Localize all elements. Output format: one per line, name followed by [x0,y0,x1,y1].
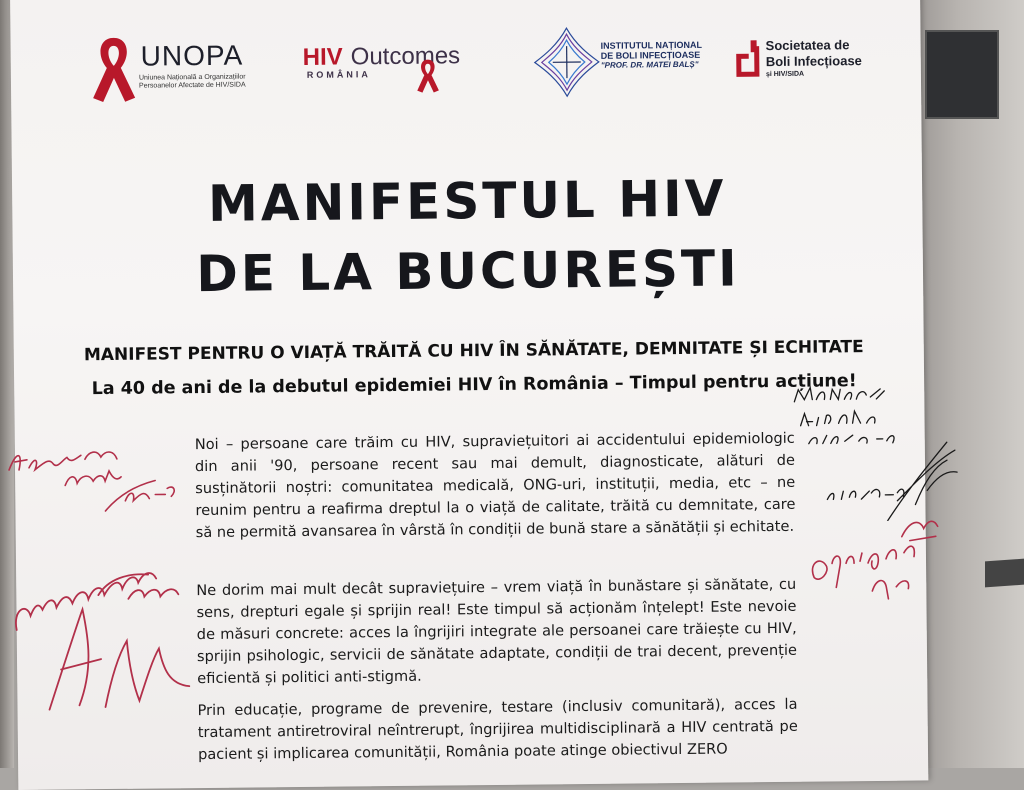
unopa-logo-subtitle: Uniunea Națională a Organizațiilor Persoanelor Afectate de HIV/SIDA [138,73,246,90]
signature-left-mid [7,508,219,730]
hiv-outcomes-logo-outcomes: Outcomes [350,42,461,71]
body-paragraph-1: Noi – persoane care trăim cu HIV, supraviețuitori ai accidentului epidemiologic din anii '90, persoane recent sau mai demult, diagnosticate, alături de susținătorii noștri: comunitatea medicală, ONG-uri, instituții, media, etc – ne reunim pentru a reafirma dreptul la o viață de calitate, trăită cu demnitate, care să ne permită avansarea în vârstă în condiții de bună stare a sănătății și echitate. [194,429,796,542]
inbi-emblem-icon [532,26,601,103]
body-paragraph-2: Ne dorim mai mult decât supraviețuire – vrem viață în bunăstare și sănătate, cu sens, drepturi egale și sprijin real! Este timpul să acționăm înțelept! Este nevoie de măsuri concrete: acces la îngrijiri integrate ale persoanei care trăiește cu HIV, sprijin psihologic, servicii de sănătate adaptate, condiții de trai decent, prevenție eficientă și politici anti-stigmă. [196,575,798,688]
sbi-logo-text [766,37,906,79]
wall-screen [925,30,999,119]
signature-right-top [786,380,967,522]
manifesto-poster [10,0,928,790]
unopa-logo-name: UNOPA [140,39,244,72]
wall-rail [985,559,1024,588]
inbi-logo-line1: INSTITUTUL NAȚIONAL [600,39,702,51]
inbi-logo-line3: "PROF. DR. MATEI BALȘ" [600,59,699,70]
inbi-logo-text [601,39,751,71]
hiv-outcomes-logo-country: ROMÂNIA [306,69,371,80]
sbi-logo-line2: Boli Infecțioase [765,53,862,70]
signature-right-mid [805,506,956,608]
subtitle-line2: La 40 de ani de la debutul epidemiei HIV în România – Timpul pentru acțiune! [91,371,857,400]
sbi-logo-line3: și HIV/SIDA [765,70,805,79]
page-title-line2: DE LA BUCUREȘTI [195,239,740,304]
sbi-emblem-icon [733,40,763,84]
signature-left-top [5,428,196,520]
red-ribbon-icon [88,34,139,105]
body-paragraph-3: Prin educație, programe de prevenire, testare (inclusiv comunitară), acces la tratament antiretroviral neîntrerupt, îngrijirea multidisciplinară a HIV centrată pe pacient și implicarea comunității, România poate atinge obiectivul ZERO [197,695,798,764]
red-ribbon-icon [415,57,441,93]
page-title-line1: MANIFESTUL HIV [207,169,727,233]
subtitle-line1: MANIFEST PENTRU O VIAȚĂ TRĂITĂ CU HIV ÎN SĂNĂTATE, DEMNITATE ȘI ECHITATE [83,337,864,366]
inbi-logo-line2: DE BOLI INFECȚIOASE [600,49,701,61]
hiv-outcomes-logo-hiv: HIV [302,43,343,71]
sbi-logo-line1: Societatea de [765,37,850,54]
